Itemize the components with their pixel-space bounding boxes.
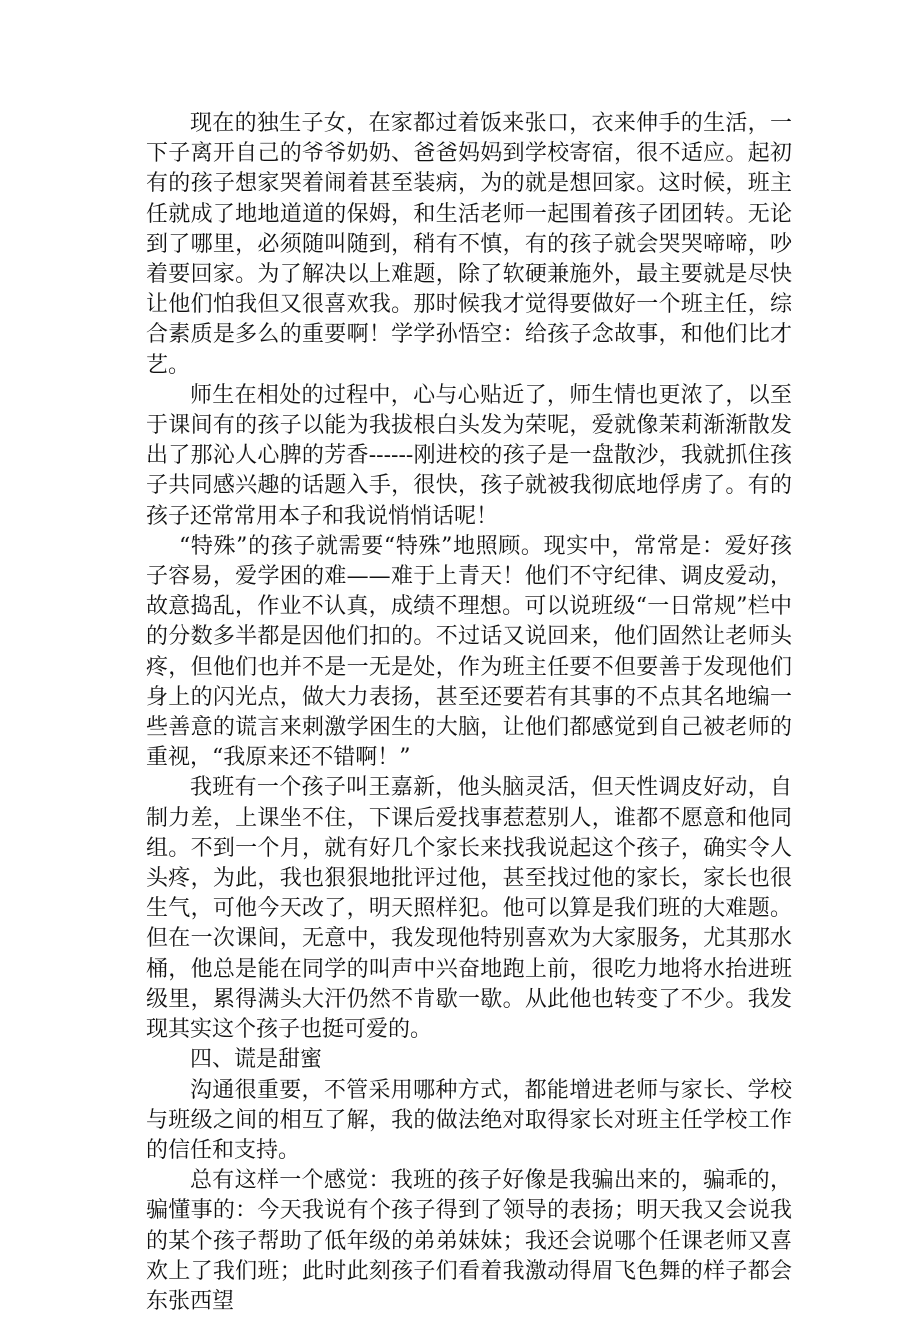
paragraph-wang-jiaxin: 我班有一个孩子叫王嘉新，他头脑灵活，但天性调皮好动，自制力差，上课坐不住，下课后爱找事惹惹别人，谁都不愿意和他同组。不到一个月，就有好几个家长来找我说起这个孩子，确实令人头疼，为此，我也狠狠地批评过他，甚至找过他的家长，家长也很生气，可他今天改了，明天照样犯。他可以算是我们班的大难题。但在一次课间，无意中，我发现他特别喜欢为大家服务，尤其那水桶，他总是能在同学的叫声中兴奋地跑上前，很吃力地将水抬进班级里，累得满头大汗仍然不肯歇一歇。从此他也转变了不少。我发现其实这个孩子也挺可爱的。: [146, 775, 792, 1043]
paragraph-communication: 沟通很重要，不管采用哪种方式，都能增进老师与家长、学校与班级之间的相互了解，我的做法绝对取得家长对班主任学校工作的信任和支持。: [146, 1077, 792, 1163]
paragraph-teacher-student-bond: 师生在相处的过程中，心与心贴近了，师生情也更浓了，以至于课间有的孩子以能为我拔根白头发为荣呢，爱就像茉莉渐渐散发出了那沁人心脾的芳香------刚进校的孩子是一盘散沙，我就抓住孩子共同感兴趣的话题入手，很快，孩子就被我彻底地俘虏了。有的孩子还常常用本子和我说悄悄话呢！: [146, 382, 792, 529]
section-heading-sweet-lies: 四、谎是甜蜜: [190, 1047, 323, 1073]
paragraph-special-children: “特殊”的孩子就需要“特殊”地照顾。现实中，常常是：爱好孩子容易，爱学困的难——难于上青天！他们不守纪律、调皮爱动，故意捣乱，作业不认真，成绩不理想。可以说班级“一日常规”栏中的分数多半都是因他们扣的。不过话又说回来，他们固然让老师头疼，但他们也并不是一无是处，作为班主任要不但要善于发现他们身上的闪光点，做大力表扬，甚至还要若有其事的不点其名地编一些善意的谎言来刺激学困生的大脑，让他们都感觉到自己被老师的重视，“我原来还不错啊！”: [146, 533, 792, 771]
document-body: [146, 109, 792, 1317]
paragraph-coaxing-children: 总有这样一个感觉：我班的孩子好像是我骗出来的，骗乖的，骗懂事的：今天我说有个孩子得到了领导的表扬；明天我又会说我的某个孩子帮助了低年级的弟弟妹妹；我还会说哪个任课老师又喜欢上了我们班；此时此刻孩子们看着我激动得眉飞色舞的样子都会东张西望: [146, 1168, 792, 1314]
paragraph-only-child-life: 现在的独生子女，在家都过着饭来张口，衣来伸手的生活，一下子离开自己的爷爷奶奶、爸爸妈妈到学校寄宿，很不适应。起初有的孩子想家哭着闹着甚至装病，为的就是想回家。这时候，班主任就成了地地道道的保姆，和生活老师一起围着孩子团团转。无论到了哪里，必须随叫随到，稍有不慎，有的孩子就会哭哭啼啼，吵着要回家。为了解决以上难题，除了软硬兼施外，最主要就是尽快让他们怕我但又很喜欢我。那时候我才觉得要做好一个班主任，综合素质是多么的重要啊！学学孙悟空：给孩子念故事，和他们比才艺。: [146, 111, 792, 378]
